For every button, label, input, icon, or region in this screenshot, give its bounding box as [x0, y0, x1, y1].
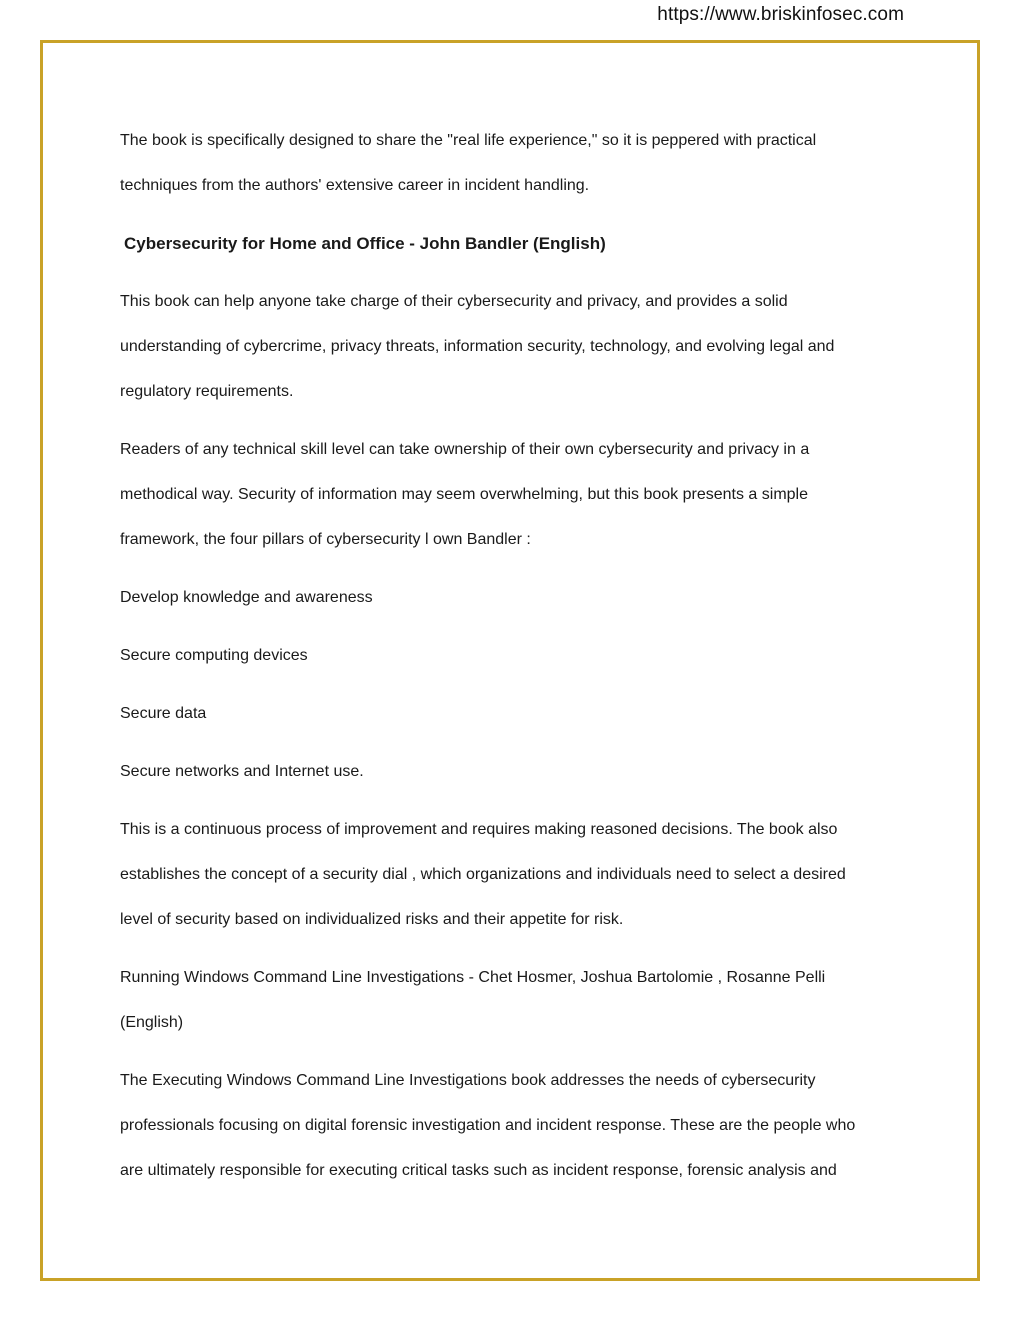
text-line: level of security based on individualized risks and their appetite for risk. [120, 911, 624, 928]
text-line: (English) [120, 1014, 184, 1031]
text-line: methodical way. Security of information may seem overwhelming, but this book presents a simple [120, 486, 809, 503]
text-line: The book is specifically designed to share the "real life experience," so it is peppered with practical [120, 132, 817, 149]
paragraph-readers [120, 427, 910, 562]
text-line: understanding of cybercrime, privacy threats, information security, technology, and evolving legal and [120, 338, 835, 355]
document-body [120, 118, 910, 1193]
text-line: This book can help anyone take charge of their cybersecurity and privacy, and provides a solid [120, 293, 788, 310]
paragraph-intro [120, 118, 910, 208]
text-line: techniques from the authors' extensive career in incident handling. [120, 177, 590, 194]
pillar-item: Secure networks and Internet use. [120, 763, 364, 780]
text-line: are ultimately responsible for executing critical tasks such as incident response, forensic analysis and [120, 1162, 837, 1179]
pillar-item: Secure computing devices [120, 647, 308, 664]
paragraph-security-dial [120, 807, 910, 942]
text-line: Readers of any technical skill level can take ownership of their own cybersecurity and privacy in a [120, 441, 810, 458]
text-line: framework, the four pillars of cybersecurity l own Bandler : [120, 531, 531, 548]
book-title-windows [120, 955, 910, 1045]
header-url[interactable]: https://www.briskinfosec.com [657, 4, 904, 25]
text-line: This is a continuous process of improvement and requires making reasoned decisions. The book also [120, 821, 838, 838]
pillar-item: Develop knowledge and awareness [120, 589, 373, 606]
text-line: regulatory requirements. [120, 383, 294, 400]
text-line: establishes the concept of a security dial , which organizations and individuals need to select a desired [120, 866, 846, 883]
text-line: professionals focusing on digital forensic investigation and incident response. These are the people who [120, 1117, 856, 1134]
pillar-item: Secure data [120, 705, 207, 722]
text-line: The Executing Windows Command Line Investigations book addresses the needs of cybersecurity [120, 1072, 816, 1089]
text-line: Running Windows Command Line Investigations - Chet Hosmer, Joshua Bartolomie , Rosanne Pelli [120, 969, 826, 986]
paragraph-book-summary [120, 279, 910, 414]
book-heading: Cybersecurity for Home and Office - John Bandler (English) [124, 234, 606, 253]
paragraph-windows-summary [120, 1058, 910, 1193]
